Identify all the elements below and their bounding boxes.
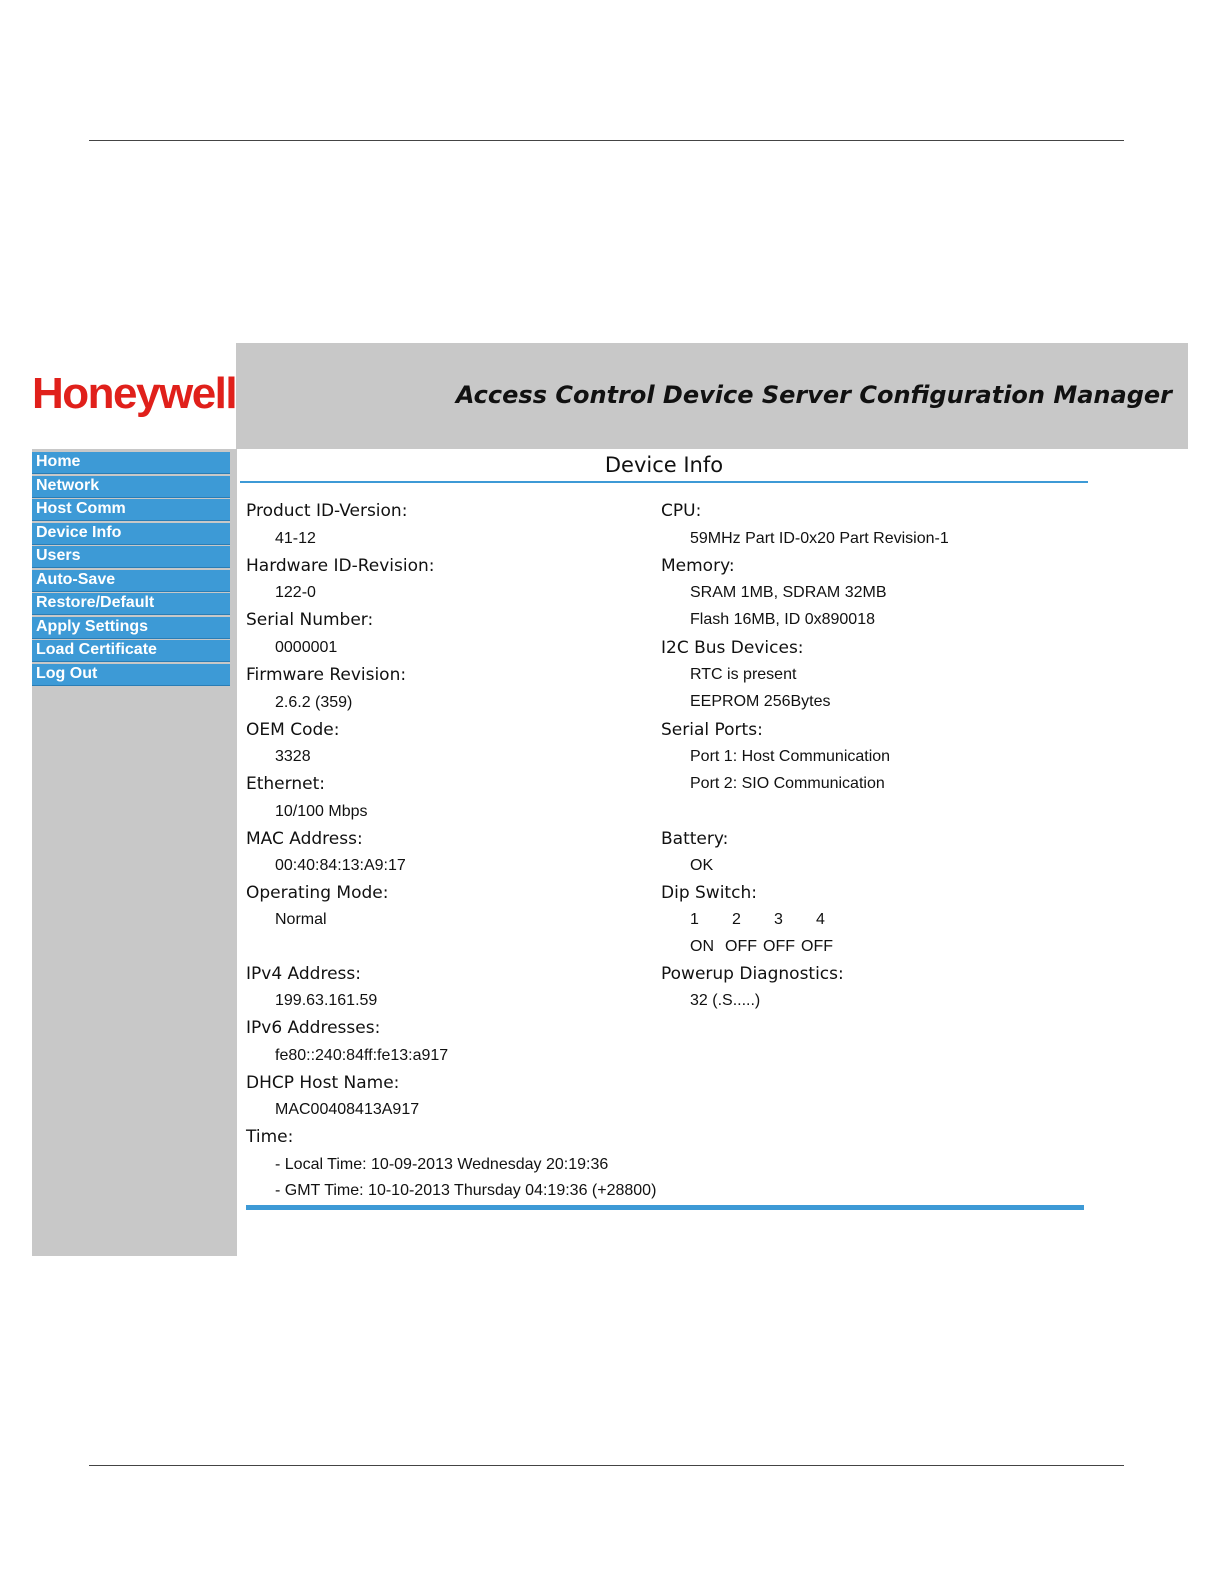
mac-address-label: MAC Address: <box>246 829 363 849</box>
memory-value-flash: Flash 16MB, ID 0x890018 <box>690 611 875 628</box>
firmware-label: Firmware Revision: <box>246 665 407 685</box>
ethernet-label: Ethernet: <box>246 774 325 794</box>
i2c-bus-label: I2C Bus Devices: <box>661 638 804 658</box>
honeywell-logo: Honeywell <box>32 369 237 418</box>
dip-state: ON <box>690 938 714 955</box>
title-divider <box>240 481 1088 483</box>
serial-port-1-value: Port 1: Host Communication <box>690 748 891 765</box>
config-manager-window <box>32 343 1188 1256</box>
powerup-diagnostics-label: Powerup Diagnostics: <box>661 964 844 984</box>
ipv6-label: IPv6 Addresses: <box>246 1018 381 1038</box>
ipv4-value: 199.63.161.59 <box>275 992 378 1009</box>
app-title: Access Control Device Server Configuration Manager <box>455 381 1172 409</box>
dip-number: 1 <box>690 911 699 928</box>
nav-item-network[interactable]: Network <box>32 476 230 498</box>
serial-ports-label: Serial Ports: <box>661 720 763 740</box>
hardware-id-label: Hardware ID-Revision: <box>246 556 435 576</box>
oem-code-value: 3328 <box>275 748 311 765</box>
dip-switch-states <box>690 938 841 956</box>
dip-switch-label: Dip Switch: <box>661 883 757 903</box>
dhcp-host-name-value: MAC00408413A917 <box>275 1101 420 1118</box>
gmt-time-value: - GMT Time: 10-10-2013 Thursday 04:19:36 (+28800) <box>275 1182 657 1199</box>
memory-label: Memory: <box>661 556 735 576</box>
oem-code-label: OEM Code: <box>246 720 340 740</box>
dip-number: 4 <box>816 911 825 928</box>
ethernet-value: 10/100 Mbps <box>275 803 368 820</box>
ipv4-label: IPv4 Address: <box>246 964 361 984</box>
nav-menu <box>32 452 230 687</box>
ipv6-value: fe80::240:84ff:fe13:a917 <box>275 1047 449 1064</box>
memory-value-sram: SRAM 1MB, SDRAM 32MB <box>690 584 887 601</box>
content-footer-divider <box>246 1205 1084 1210</box>
operating-mode-label: Operating Mode: <box>246 883 389 903</box>
dip-state: OFF <box>763 938 795 955</box>
dip-number: 2 <box>732 911 741 928</box>
sidebar <box>32 449 237 1256</box>
mac-address-value: 00:40:84:13:A9:17 <box>275 857 406 874</box>
logo-area <box>32 343 236 449</box>
header-rule <box>89 140 1124 141</box>
powerup-diagnostics-value: 32 (.S.....) <box>690 992 761 1009</box>
i2c-eeprom-value: EEPROM 256Bytes <box>690 693 831 710</box>
dip-number: 3 <box>774 911 783 928</box>
serial-port-2-value: Port 2: SIO Communication <box>690 775 885 792</box>
nav-item-restore-default[interactable]: Restore/Default <box>32 593 230 615</box>
battery-value: OK <box>690 857 714 874</box>
dip-state: OFF <box>801 938 833 955</box>
dhcp-host-name-label: DHCP Host Name: <box>246 1073 400 1093</box>
nav-item-auto-save[interactable]: Auto-Save <box>32 570 230 592</box>
firmware-value: 2.6.2 (359) <box>275 694 353 711</box>
product-id-value: 41-12 <box>275 530 316 547</box>
serial-number-value: 0000001 <box>275 639 338 656</box>
battery-label: Battery: <box>661 829 729 849</box>
nav-item-users[interactable]: Users <box>32 546 230 568</box>
cpu-value: 59MHz Part ID-0x20 Part Revision-1 <box>690 530 949 547</box>
time-label: Time: <box>246 1127 294 1147</box>
nav-item-host-comm[interactable]: Host Comm <box>32 499 230 521</box>
i2c-rtc-value: RTC is present <box>690 666 797 683</box>
hardware-id-value: 122-0 <box>275 584 316 601</box>
nav-item-home[interactable]: Home <box>32 452 230 474</box>
nav-item-device-info[interactable]: Device Info <box>32 523 230 545</box>
main-content <box>240 449 1188 1256</box>
page-title: Device Info <box>604 453 724 477</box>
nav-item-log-out[interactable]: Log Out <box>32 664 230 686</box>
local-time-value: - Local Time: 10-09-2013 Wednesday 20:19:36 <box>275 1156 609 1173</box>
cpu-label: CPU: <box>661 501 702 521</box>
footer-rule <box>89 1465 1124 1466</box>
product-id-label: Product ID-Version: <box>246 501 408 521</box>
operating-mode-value: Normal <box>275 911 327 928</box>
nav-item-load-certificate[interactable]: Load Certificate <box>32 640 230 662</box>
header-banner <box>236 343 1188 449</box>
dip-state: OFF <box>725 938 757 955</box>
nav-item-apply-settings[interactable]: Apply Settings <box>32 617 230 639</box>
serial-number-label: Serial Number: <box>246 610 374 630</box>
dip-switch-numbers <box>690 911 846 929</box>
